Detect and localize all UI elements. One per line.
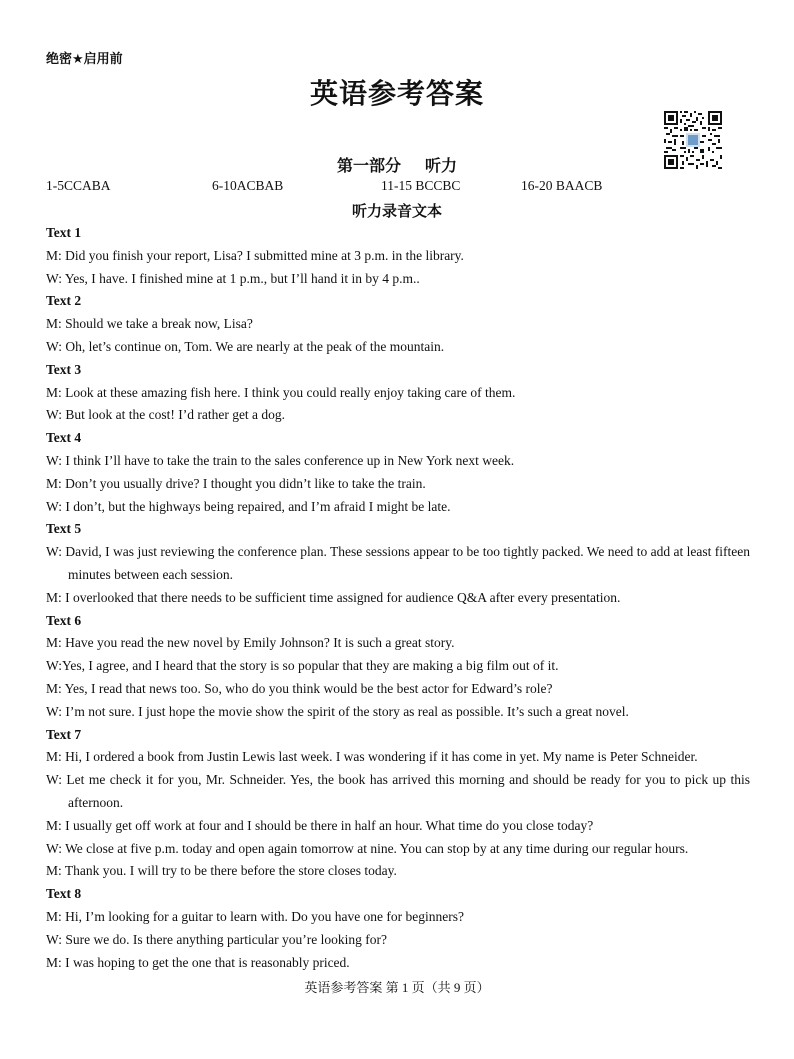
transcript-heading: 听力录音文本 bbox=[351, 202, 442, 220]
dialogue-line: W: Let me check it for you, Mr. Schneider. Yes, the book has arrived this morning and should be ready for you to pick up this afternoon. bbox=[46, 772, 750, 810]
text-title: Text 1 bbox=[46, 225, 82, 240]
dialogue-line: M: Should we take a break now, Lisa? bbox=[46, 316, 253, 332]
dialogue-line: W: Yes, I have. I finished mine at 1 p.m., but I’ll hand it in by 4 p.m.. bbox=[46, 270, 420, 286]
text-title: Text 6 bbox=[46, 612, 82, 628]
part-one-heading bbox=[0, 153, 794, 176]
answer-group: 6-10ACBAB bbox=[212, 178, 284, 193]
dialogue-line: W: We close at five p.m. today and open again tomorrow at nine. You can stop by at any time during our regular hours. bbox=[46, 840, 689, 856]
transcript-body bbox=[46, 222, 750, 974]
part-one-label: 第一部分 bbox=[336, 156, 401, 175]
secret-label: 绝密★启用前 bbox=[46, 52, 123, 67]
dialogue-line: M: Did you finish your report, Lisa? I submitted mine at 3 p.m. in the library. bbox=[46, 247, 464, 263]
page-footer: 英语参考答案 第 1 页（共 9 页） bbox=[304, 980, 490, 995]
dialogue-line: M: Hi, I’m looking for a guitar to learn with. Do you have one for beginners? bbox=[46, 908, 465, 924]
dialogue-line: W: I’m not sure. I just hope the movie show the spirit of the story as real as possible. It’s such a great novel. bbox=[46, 703, 629, 719]
answer-group: 1-5CCABA bbox=[46, 178, 111, 193]
dialogue-line: W: Sure we do. Is there anything particular you’re looking for? bbox=[46, 931, 388, 947]
text-title: Text 7 bbox=[46, 726, 82, 742]
text-title: Text 5 bbox=[46, 521, 82, 537]
dialogue-line: M: Look at these amazing fish here. I think you could really enjoy taking care of them. bbox=[46, 384, 516, 400]
text-title: Text 8 bbox=[46, 886, 82, 902]
dialogue-line: W: But look at the cost! I’d rather get a dog. bbox=[46, 407, 286, 423]
dialogue-line: M: Don’t you usually drive? I thought you didn’t like to take the train. bbox=[46, 475, 426, 491]
dialogue-line: W:Yes, I agree, and I heard that the story is so popular that they are making a big film out of it. bbox=[46, 658, 559, 674]
dialogue-line: M: Hi, I ordered a book from Justin Lewis last week. I was wondering if it has come in yet. My name is Peter Schneider. bbox=[46, 749, 698, 765]
dialogue-line: M: I usually get off work at four and I should be there in half an hour. What time do you close today? bbox=[46, 817, 594, 833]
dialogue-line: W: I don’t, but the highways being repaired, and I’m afraid I might be late. bbox=[46, 498, 451, 514]
dialogue-line: W: David, I was just reviewing the conference plan. These sessions appear to be too tightly packed. We need to add at least fifteen minutes between each session. bbox=[46, 544, 750, 582]
dialogue-line: M: Yes, I read that news too. So, who do you think would be the best actor for Edward’s role? bbox=[46, 680, 553, 696]
answer-row bbox=[0, 178, 794, 198]
page-title: 英语参考答案 bbox=[309, 77, 484, 110]
dialogue-line: M: I was hoping to get the one that is reasonably priced. bbox=[46, 954, 350, 970]
text-title: Text 2 bbox=[46, 293, 82, 309]
answer-group: 16-20 BAACB bbox=[521, 178, 603, 193]
dialogue-line: M: Have you read the new novel by Emily Johnson? It is such a great story. bbox=[46, 635, 455, 651]
part-one-name: 听力 bbox=[425, 156, 458, 175]
dialogue-line: W: Oh, let’s continue on, Tom. We are nearly at the peak of the mountain. bbox=[46, 338, 445, 354]
dialogue-line: W: I think I’ll have to take the train to the sales conference up in New York next week. bbox=[46, 452, 515, 468]
text-title: Text 4 bbox=[46, 430, 82, 446]
text-title: Text 3 bbox=[46, 361, 82, 377]
answer-group: 11-15 BCCBC bbox=[381, 178, 461, 193]
dialogue-line: M: I overlooked that there needs to be sufficient time assigned for audience Q&A after every presentation. bbox=[46, 589, 621, 605]
dialogue-line: M: Thank you. I will try to be there before the store closes today. bbox=[46, 863, 397, 879]
